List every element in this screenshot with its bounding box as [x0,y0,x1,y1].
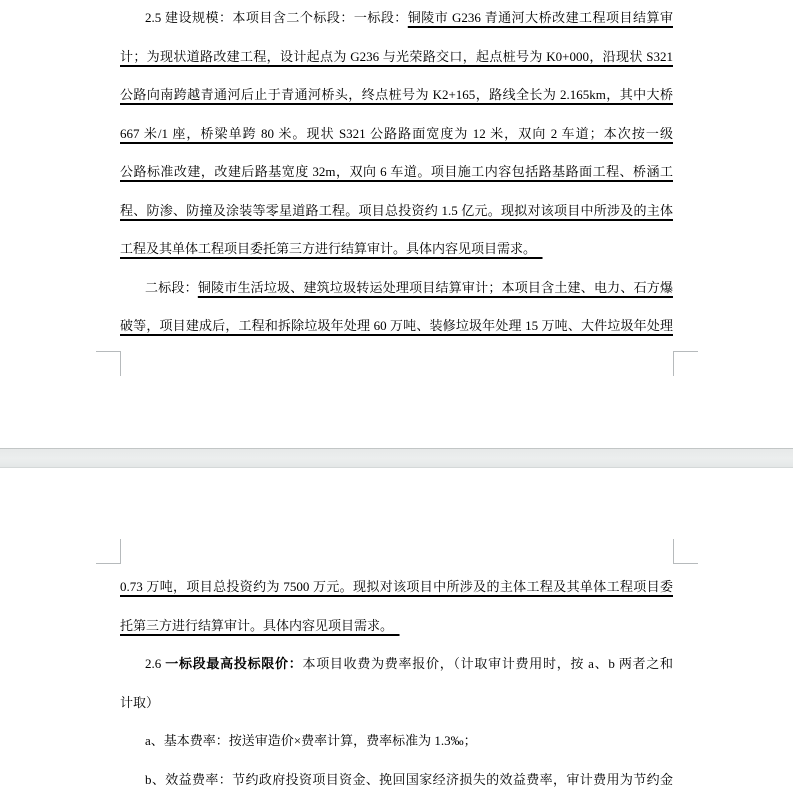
para-tender2-line-2[interactable]: 破等，项目建成后，工程和拆除垃圾年处理 60 万吨、装修垃圾年处理 15 万吨、大件垃圾年处理 [120,318,673,333]
para-2-5-line-2[interactable]: 计；为现状道路改建工程，设计起点为 G236 与光荣路交口，起点桩号为 K0+000，沿现状 S321 [120,48,673,64]
tender-2-label: 二标段： [145,279,198,295]
para-2-5-line-7[interactable]: 工程及其单体工程项目委托第三方进行结算审计。具体内容见项目需求。 [120,241,543,256]
page2-top-left-margin-mark [96,539,121,564]
page1-text-block [120,0,673,346]
section-2-6-heading: 一标段最高投标限价： [165,656,303,671]
para-2-5-line-6[interactable]: 程、防渗、防撞及涂装等零星道路工程。项目总投资约 1.5 亿元。现拟对该项目中所涉及的主体 [120,202,673,218]
page-break-gap [0,448,793,468]
para-2-5-line-4[interactable]: 667 米/1 座，桥梁单跨 80 米。现状 S321 公路路面宽度为 12 米，双向 2 车道；本次按一级 [120,125,673,141]
page2-text-block [120,568,673,796]
para-2-5-line-3[interactable]: 公路向南跨越青通河后止于青通河桥头，终点桩号为 K2+165，路线全长为 2.165km，其中大桥 [120,87,673,102]
para-2-6-line-2[interactable]: 计取） [120,694,160,710]
page1-bottom-left-margin-mark [96,351,121,376]
para-tender2-line-4[interactable]: 托第三方进行结算审计。具体内容见项目需求。 [120,617,400,633]
para-tender2-line-3[interactable]: 0.73 万吨，项目总投资约为 7500 万元。现拟对该项目中所涉及的主体工程及其单体工程项目委 [120,579,673,594]
para-2-5-line-1[interactable] [120,0,673,38]
tender-2-title: 铜陵市生活垃圾、建筑垃圾转运处理项目结算审计；本项目含土建、电力、石方爆 [197,279,673,295]
para-rate-a[interactable]: a、基本费率：按送审造价×费率计算，费率标准为 1.3‰； [145,733,477,748]
section-2-5-label: 2.5 建设规模：本项目含二个标段：一标段： [145,10,408,25]
para-tender2-line-1[interactable] [120,269,673,308]
para-rate-b[interactable]: b、效益费率：节约政府投资项目资金、挽回国家经济损失的效益费率，审计费用为节约金 [145,771,673,787]
para-2-6-line-1[interactable]: 2.6 一标段最高投标限价：本项目收费为费率报价，（计取审计费用时，按 a、b 两者之和 [145,656,673,671]
page1-bottom-right-margin-mark [673,351,698,376]
page2-top-right-margin-mark [673,539,698,564]
section-2-6-number: 2.6 [145,656,166,671]
para-2-5-line-5[interactable]: 公路标准改建，改建后路基宽度 32m，双向 6 车道。项目施工内容包括路基路面工程、桥涵工 [120,164,673,179]
tender-1-title: 铜陵市 G236 青通河大桥改建工程项目结算审 [407,10,673,25]
